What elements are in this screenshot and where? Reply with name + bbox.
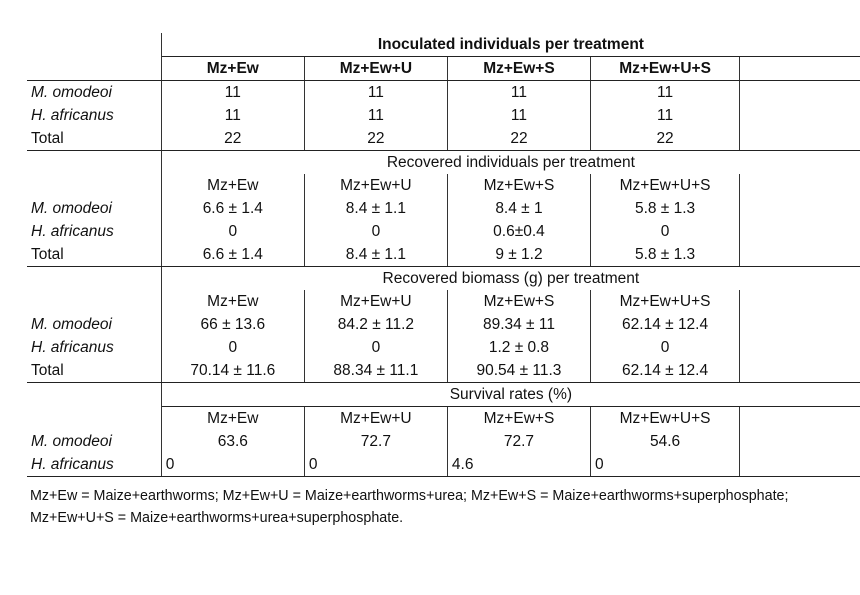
section1-header-1: Mz+Ew xyxy=(161,57,304,81)
section2-header-1: Mz+Ew xyxy=(161,174,304,197)
table-cell: 0 xyxy=(304,453,447,477)
section3-title: Recovered biomass (g) per treatment xyxy=(161,267,860,291)
table-cell: 4.6 xyxy=(447,453,590,477)
table-cell: 0 xyxy=(304,336,447,359)
footnote-line-1: Mz+Ew = Maize+earthworms; Mz+Ew+U = Maize+earthworms+urea; Mz+Ew+S = Maize+earthworms+superphosphate; xyxy=(30,488,789,504)
table-cell: 11 xyxy=(161,104,304,127)
section4-title: Survival rates (%) xyxy=(161,383,860,407)
footnote-line-2: Mz+Ew+U+S = Maize+earthworms+urea+superphosphate. xyxy=(30,510,404,526)
table-cell: 0 xyxy=(591,453,740,477)
table-cell: 90.54 ± 11.3 xyxy=(447,359,590,383)
table-row xyxy=(27,197,860,220)
table-cell: 89.34 ± 11 xyxy=(447,313,590,336)
row-label: M. omodeoi xyxy=(31,315,112,333)
section2-header-2: Mz+Ew+U xyxy=(304,174,447,197)
table-cell: 8.4 ± 1.1 xyxy=(304,197,447,220)
table-cell: 11 xyxy=(304,104,447,127)
table-cell: 6.6 ± 1.4 xyxy=(161,197,304,220)
table-cell: 66 ± 13.6 xyxy=(161,313,304,336)
row-label: H. africanus xyxy=(27,453,161,477)
row-label: Total xyxy=(27,127,161,151)
table-cell: 11 xyxy=(447,104,590,127)
table-cell: 22 xyxy=(304,127,447,151)
table-cell: 72.7 xyxy=(304,430,447,453)
table-cell: 0 xyxy=(591,220,740,243)
row-label: M. omodeoi xyxy=(31,199,112,217)
table-cell: 0 xyxy=(304,220,447,243)
table-row xyxy=(27,104,860,127)
section2-title: Recovered individuals per treatment xyxy=(161,151,860,175)
table-row xyxy=(27,81,860,105)
section4-header-1: Mz+Ew xyxy=(161,407,304,431)
table-row xyxy=(27,127,860,151)
table-row xyxy=(27,220,860,243)
table-row xyxy=(27,313,860,336)
table-cell: 22 xyxy=(447,127,590,151)
section3-header-2: Mz+Ew+U xyxy=(304,290,447,313)
table-row xyxy=(27,430,860,453)
row-label: Total xyxy=(27,359,161,383)
table-cell: 11 xyxy=(591,104,740,127)
table-row xyxy=(27,359,860,383)
table-cell: 5.8 ± 1.3 xyxy=(591,197,740,220)
table-cell: 0 xyxy=(161,336,304,359)
table-cell: 84.2 ± 11.2 xyxy=(304,313,447,336)
table-cell: 70.14 ± 11.6 xyxy=(161,359,304,383)
row-label: Total xyxy=(27,243,161,267)
section1-header-3: Mz+Ew+S xyxy=(447,57,590,81)
table-cell: 72.7 xyxy=(447,430,590,453)
section4-header-4: Mz+Ew+U+S xyxy=(591,407,740,431)
table-cell: 54.6 xyxy=(591,430,740,453)
table-cell: 11 xyxy=(447,81,590,105)
table-cell: 0 xyxy=(161,453,304,477)
table-cell: 9 ± 1.2 xyxy=(447,243,590,267)
section4-header-3: Mz+Ew+S xyxy=(447,407,590,431)
row-label: H. africanus xyxy=(31,338,114,356)
section3-header-1: Mz+Ew xyxy=(161,290,304,313)
table-cell: 63.6 xyxy=(161,430,304,453)
section2-header-3: Mz+Ew+S xyxy=(447,174,590,197)
row-label: M. omodeoi xyxy=(31,83,112,101)
table-cell: 11 xyxy=(161,81,304,105)
table-cell: 0 xyxy=(591,336,740,359)
table-cell: 1.2 ± 0.8 xyxy=(447,336,590,359)
row-label: H. africanus xyxy=(31,222,114,240)
table-cell: 0.6±0.4 xyxy=(447,220,590,243)
table-row xyxy=(27,453,860,477)
table-cell: 88.34 ± 11.1 xyxy=(304,359,447,383)
table-cell: 6.6 ± 1.4 xyxy=(161,243,304,267)
section1-title: Inoculated individuals per treatment xyxy=(161,33,860,57)
table-cell: 11 xyxy=(304,81,447,105)
table-cell: 62.14 ± 12.4 xyxy=(591,313,740,336)
row-label: H. africanus xyxy=(31,106,114,124)
table-cell: 22 xyxy=(591,127,740,151)
section1-header-2: Mz+Ew+U xyxy=(304,57,447,81)
table-cell: 8.4 ± 1.1 xyxy=(304,243,447,267)
table-cell: 5.8 ± 1.3 xyxy=(591,243,740,267)
results-table xyxy=(27,33,860,477)
section3-header-3: Mz+Ew+S xyxy=(447,290,590,313)
table-cell: 22 xyxy=(161,127,304,151)
section2-header-4: Mz+Ew+U+S xyxy=(591,174,740,197)
table-cell: 11 xyxy=(591,81,740,105)
section3-header-4: Mz+Ew+U+S xyxy=(591,290,740,313)
table-footnote xyxy=(30,485,850,529)
section1-header-4: Mz+Ew+U+S xyxy=(591,57,740,81)
table-row xyxy=(27,336,860,359)
table-cell: 62.14 ± 12.4 xyxy=(591,359,740,383)
row-label: M. omodeoi xyxy=(31,432,112,450)
section4-header-2: Mz+Ew+U xyxy=(304,407,447,431)
table-row xyxy=(27,243,860,267)
table-cell: 8.4 ± 1 xyxy=(447,197,590,220)
table-cell: 0 xyxy=(161,220,304,243)
